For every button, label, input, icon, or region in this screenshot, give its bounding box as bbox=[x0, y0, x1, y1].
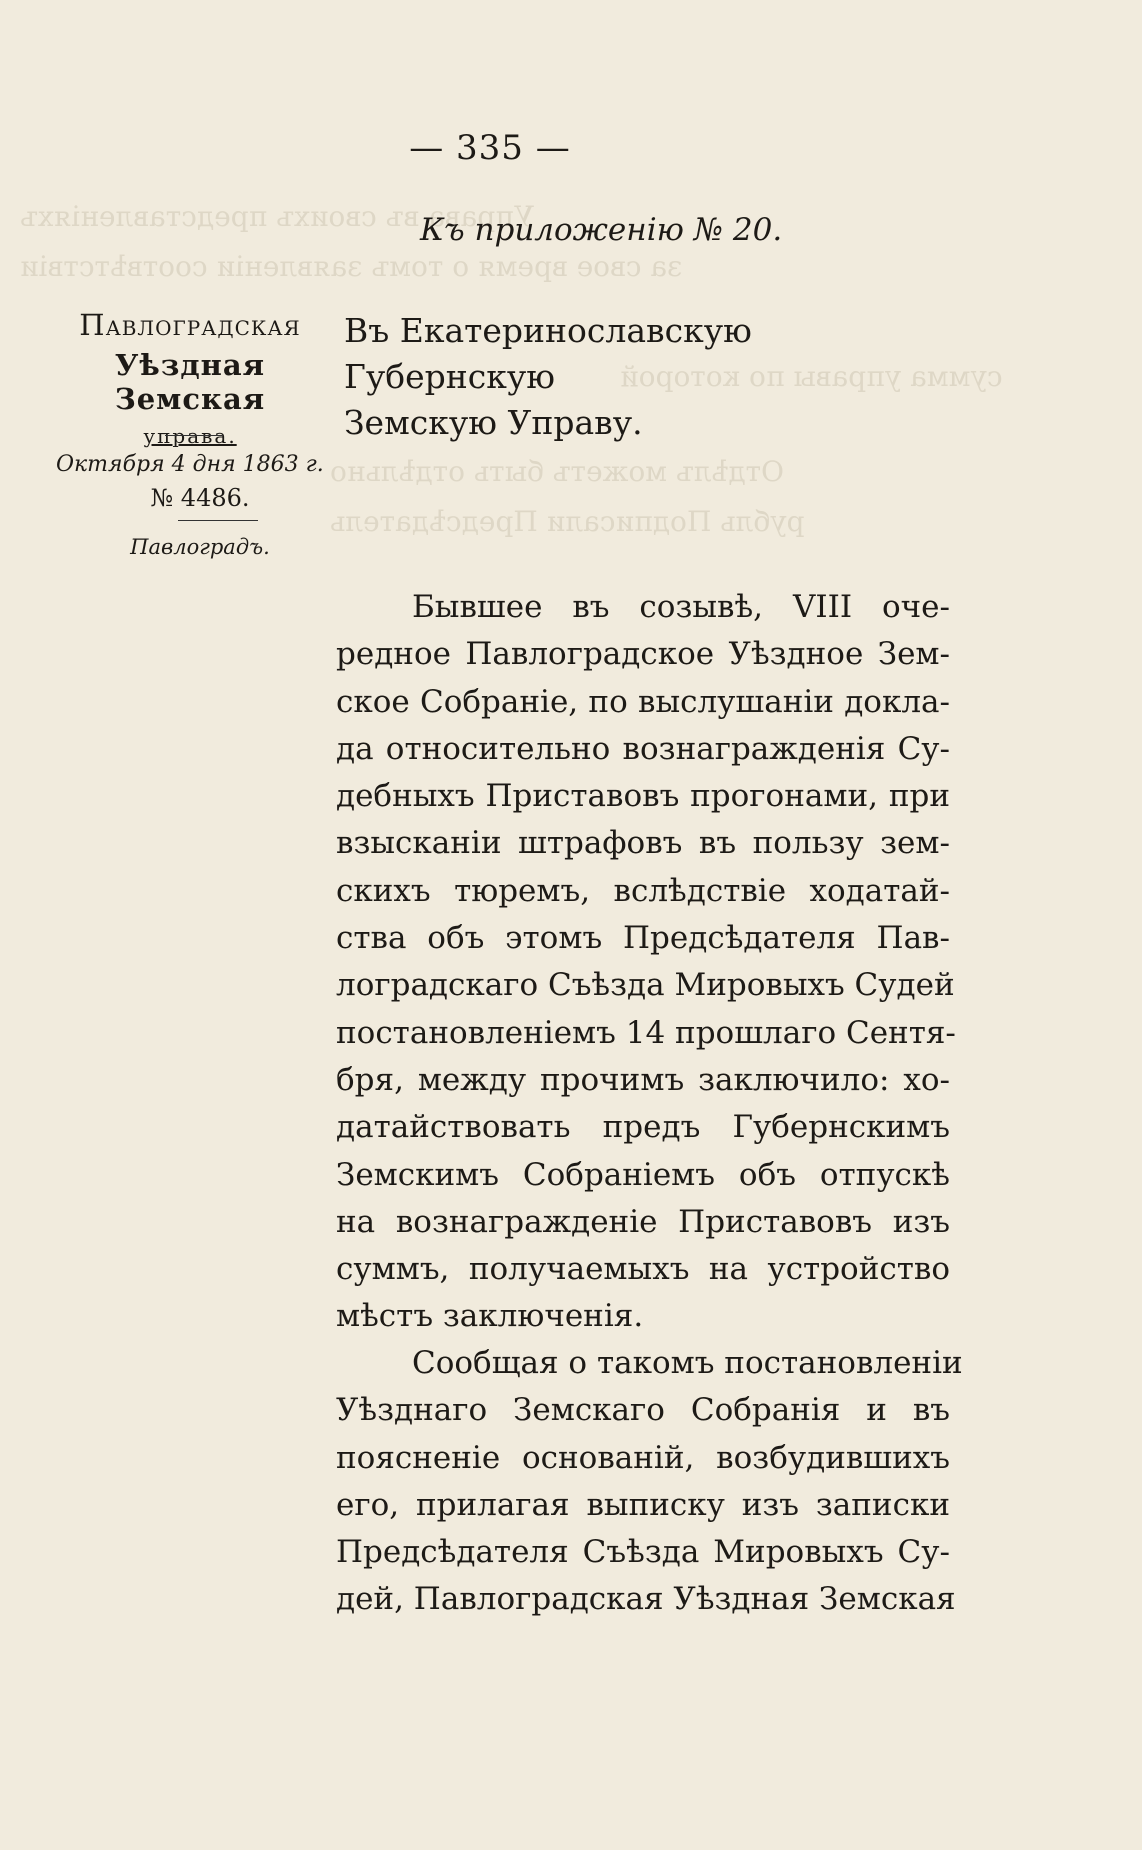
recipient-line: Земскую Управу. bbox=[344, 403, 643, 442]
bleed-through-text: за свое время о томъ заявленіи соотвѣтствіи bbox=[20, 250, 683, 283]
bleed-through-text: Отдѣлъ можетъ быть отдѣльно bbox=[330, 455, 785, 488]
text-line: его, прилагая выписку изъ записки bbox=[336, 1486, 950, 1523]
divider-rule bbox=[165, 435, 223, 436]
text-line: суммъ, получаемыхъ на устройство bbox=[336, 1251, 950, 1288]
bleed-through-text: сумма управы по которой bbox=[620, 360, 1003, 393]
paragraph-1 bbox=[336, 584, 956, 1341]
recipient-block bbox=[344, 308, 954, 446]
text-line: Сообщая о такомъ постановленіи bbox=[412, 1345, 963, 1381]
text-line: мѣстъ заключенія. bbox=[336, 1298, 644, 1335]
text-line: редное Павлоградское Уѣздное Зем- bbox=[336, 636, 950, 673]
text-line: Бывшее въ созывѣ, VIII оче- bbox=[412, 589, 950, 625]
text-line: взысканіи штрафовъ въ пользу зем- bbox=[336, 825, 950, 862]
sender-name: Павлоградская bbox=[79, 308, 301, 342]
text-line: дебныхъ Приставовъ прогонами, при bbox=[336, 778, 950, 815]
letter-date: Октября 4 дня 1863 г. bbox=[56, 452, 324, 477]
text-line: поясненіе основаній, возбудившихъ bbox=[336, 1439, 950, 1476]
letter-city: Павлоградъ. bbox=[130, 535, 270, 559]
text-line: Земскимъ Собраніемъ объ отпускѣ bbox=[336, 1156, 950, 1193]
text-line: скихъ тюремъ, вслѣдствіе ходатай- bbox=[336, 872, 950, 909]
appendix-heading: Къ приложенію № 20. bbox=[420, 212, 783, 248]
text-line: ства объ этомъ Предсѣдателя Пав- bbox=[336, 920, 950, 957]
text-line: Предсѣдателя Съѣзда Мировыхъ Су- bbox=[336, 1534, 950, 1571]
sender-block bbox=[50, 308, 330, 448]
page-number: — 335 — bbox=[409, 128, 571, 168]
text-line: лоградскаго Съѣзда Мировыхъ Судей bbox=[336, 967, 955, 1004]
text-line: ское Собраніе, по выслушаніи докла- bbox=[336, 683, 950, 720]
bleed-through-text: Управа въ своихъ представленіяхъ bbox=[20, 200, 535, 233]
bleed-through-text: рубль Подписали Предсѣдатель bbox=[330, 505, 805, 538]
letter-number: № 4486. bbox=[150, 484, 250, 512]
divider-rule bbox=[178, 520, 258, 521]
text-line: датайствовать предъ Губернскимъ bbox=[336, 1109, 950, 1146]
sender-institution: Уѣздная Земская bbox=[114, 348, 266, 416]
text-line: постановленіемъ 14 прошлаго Сентя- bbox=[336, 1014, 956, 1051]
text-line: бря, между прочимъ заключило: хо- bbox=[336, 1061, 950, 1098]
text-line: на вознагражденіе Приставовъ изъ bbox=[336, 1203, 950, 1240]
recipient-line: Въ Екатеринославскую Губернскую bbox=[344, 311, 752, 396]
text-line: дей, Павлоградская Уѣздная Земская bbox=[336, 1581, 956, 1618]
sender-office: управа. bbox=[143, 424, 237, 448]
text-line: да относительно вознагражденія Су- bbox=[336, 730, 950, 767]
text-line: Уѣзднаго Земскаго Собранія и въ bbox=[336, 1392, 950, 1429]
paragraph-2 bbox=[336, 1340, 963, 1624]
